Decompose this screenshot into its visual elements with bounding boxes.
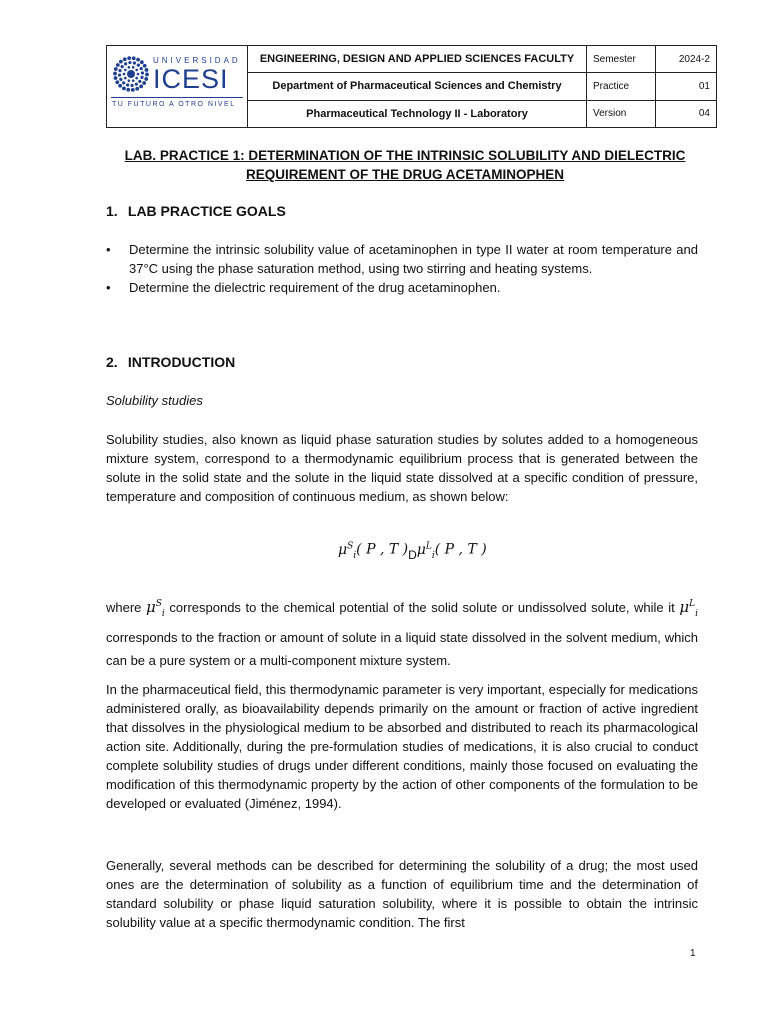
section-heading-intro [106, 354, 235, 370]
page-number: 1 [690, 948, 696, 959]
paragraph-methods: Generally, several methods can be described for determining the solubility of a drug; the most used ones are the determination of solubility as a function of equilibrium time and the determination of standard solubility or phase liquid saturation solubility, where it is possible to obtain the intrinsic solubility value at a specific thermodynamic condition. The first [106, 858, 698, 930]
title-line-2: REQUIREMENT OF THE DRUG ACETAMINOPHEN [245, 167, 564, 182]
header-practice-value: 01 [656, 73, 717, 100]
logo-tagline: TU FUTURO A OTRO NIVEL [112, 101, 236, 108]
logo-name-text: ICESI [153, 64, 229, 94]
sun-emblem-icon [113, 56, 149, 92]
equilibrium-equation [338, 541, 487, 560]
subheading-solubility: Solubility studies [106, 393, 203, 408]
header-version-value: 04 [656, 100, 717, 127]
logo-cell [107, 46, 248, 128]
section-title: LAB PRACTICE GOALS [127, 203, 286, 219]
title-line-1: LAB. PRACTICE 1: DETERMINATION OF THE INTRINSIC SOLUBILITY AND DIELECTRIC [124, 148, 686, 163]
list-item: • Determine the dielectric requirement of the drug acetaminophen. [106, 278, 698, 297]
header-faculty: ENGINEERING, DESIGN AND APPLIED SCIENCES FACULTY [248, 46, 587, 73]
paragraph-where: where $\mu^S_i$ corresponds to the chemical potential of the solid solute or undissolved solute, while it $\mu^L_i$ corresponds to the fraction or amount of solute in a liquid state dissolved in the solvent medium, which can be a pure system or a multi-component mixture system. [106, 598, 698, 668]
header-practice-label: Practice [587, 73, 656, 100]
header-department: Department of Pharmaceutical Sciences and Chemistry [248, 73, 587, 100]
section-title: INTRODUCTION [127, 354, 236, 370]
mu-liquid-inline: $\mu^L_i$ [679, 598, 698, 619]
university-logo [111, 54, 243, 130]
header-semester-value: 2024-2 [656, 46, 717, 73]
header-version-label: Version [587, 100, 656, 127]
section-number: 2. [106, 354, 118, 370]
mu-solid-inline: $\mu^S_i$ [146, 598, 165, 619]
mu-solid: $\mu^S_i$ [338, 541, 357, 561]
logo-university-text: UNIVERSIDAD [153, 56, 241, 65]
header-semester-label: Semester [587, 46, 656, 73]
section-heading-goals [106, 203, 286, 219]
paragraph-pharma: In the pharmaceutical field, this thermodynamic parameter is very important, especially for medications administered orally, as bioavailability depends primarily on the amount or fraction of active ingredient that dissolves in the physiological medium to be absorbed and distributed to reach its pharmacological action site. Additionally, during the pre-formulation studies of medications, it is also crucial to conduct complete solubility studies of drugs under different conditions, mainly those focused on evaluating the modification of this thermodynamic property by the action of other components of the formulation to be developed or evaluated (Jiménez, 1994). [106, 682, 698, 811]
header-course: Pharmaceutical Technology II - Laboratory [248, 100, 587, 127]
relation-symbol: D [408, 547, 417, 562]
list-item: • Determine the intrinsic solubility value of acetaminophen in type II water at room temperature and 37°C using the phase saturation method, using two stirring and heating systems. [106, 240, 698, 278]
section-number: 1. [106, 203, 118, 219]
document-title [106, 146, 704, 184]
header-table [106, 45, 717, 128]
args-liquid: ( P , T ) [434, 541, 487, 558]
mu-liquid: $\mu^L_i$ [416, 541, 435, 561]
logo-divider [111, 97, 243, 98]
paragraph-intro: Solubility studies, also known as liquid phase saturation studies by solutes added to a homogeneous mixture system, correspond to a thermodynamic equilibrium process that is generated between the solute in the solid state and the solute in the liquid state dissolved at a specific condition of pressure, temperature and composition of continuous medium, as shown below: [106, 432, 698, 504]
goals-list [106, 240, 698, 297]
args-solid: ( P , T ) [356, 541, 409, 558]
